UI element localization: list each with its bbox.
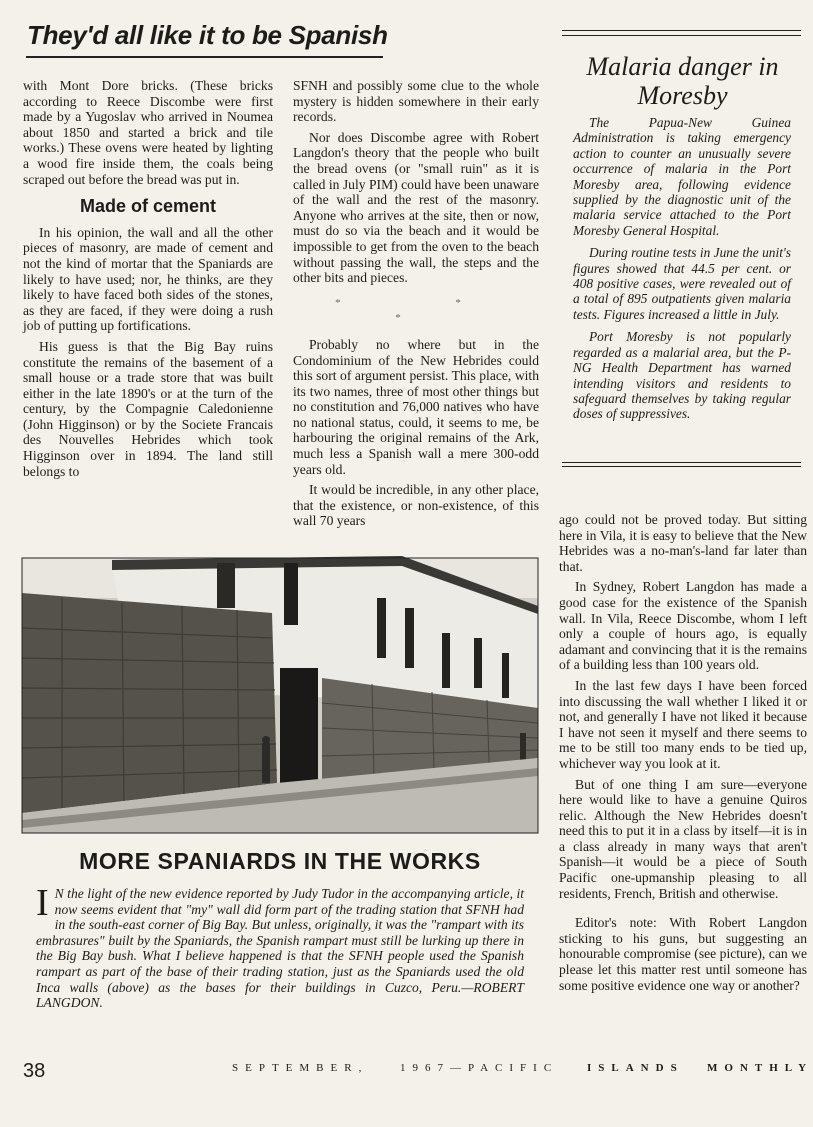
paragraph: ago could not be proved today. But sitting here in Vila, it is easy to believe that the New Hebrides was a no-man's-land far later than that. bbox=[559, 512, 807, 574]
footer-month: SEPTEMBER, bbox=[232, 1062, 369, 1074]
footer-islands: ISLANDS bbox=[587, 1062, 684, 1074]
paragraph: SFNH and possibly some clue to the whole mystery is hidden somewhere in their early records. bbox=[293, 78, 539, 125]
sidebar-body bbox=[573, 115, 791, 429]
drop-cap: I bbox=[36, 882, 49, 924]
feature-headline: MORE SPANIARDS IN THE WORKS bbox=[79, 848, 481, 874]
paragraph: Probably no where but in the Condominium of the New Hebrides could this sort of argument persist. This place, with its two names, three of most other things but no constitution and 76,000 natives who have no national status, could, it seems to me, be harbouring the original remains of the Ark, much less a Spanish wall a mere 300-odd years old. bbox=[293, 336, 539, 477]
sidebar-top-rule bbox=[562, 30, 801, 36]
sidebar-bottom-rule bbox=[562, 462, 801, 467]
article-column-2 bbox=[293, 78, 539, 534]
paragraph: His guess is that the Big Bay ruins constitute the remains of the basement of a small house or a trade store that was built either in the late 1890's or at the turn of the century, by the Compagnie Caledonienne (John Higginson) or by the Societe Francais des Nouvelles Hebrides which took Higginson over in 1894. The land still belongs to bbox=[23, 338, 273, 479]
article-title: They'd all like it to be Spanish bbox=[27, 20, 388, 50]
article-column-1 bbox=[23, 78, 273, 484]
sidebar-paragraph: The Papua-New Guinea Administration is taking emergency action to counter an unusually severe occurrence of malaria in the Port Moresby area, following evidence supplied by the diagnostic unit of the malaria service attached to the Port Moresby General Hospital. bbox=[573, 115, 791, 238]
section-subheading: Made of cement bbox=[79, 196, 217, 217]
section-break-stars: * * * bbox=[335, 296, 517, 325]
paragraph: But of one thing I am sure—everyone here would like to have a genuine Quiros relic. Although the New Hebrides doesn't need this to put it in a class by itself—it is in a class already in many ways that aren't Spanish—it would be a piece of South Pacific one-upmanship pleasing to all residents, French, British and otherwise. bbox=[559, 776, 807, 901]
article-column-3 bbox=[559, 512, 807, 998]
footer-year-publication: 1967—PACIFIC bbox=[400, 1062, 559, 1074]
feature-intro bbox=[36, 882, 524, 1011]
sidebar-paragraph: During routine tests in June the unit's figures showed that 44.5 per cent. or 408 positive cases, were revealed out of a total of 895 outpatients given malaria tests. Figures increased a little in July. bbox=[573, 245, 791, 322]
paragraph: In the last few days I have been forced into discussing the wall whether I liked it or not, and generally I have not liked it because I have not seen it myself and there seems to me to be still too many ends to be tied up, whichever way you look at it. bbox=[559, 677, 807, 771]
editors-note: Editor's note: With Robert Langdon sticking to his guns, but suggesting an honourable compromise (see picture), can we please let this matter rest until someone has some positive evidence one way or another? bbox=[559, 915, 807, 993]
sidebar-paragraph: Port Moresby is not popularly regarded as a malarial area, but the P-NG Health Department has warned intending visitors and residents to safeguard themselves by taking regular doses of suppressives. bbox=[573, 329, 791, 422]
paragraph: It would be incredible, in any other place, that the existence, or non-existence, of this wall 70 years bbox=[293, 482, 539, 529]
inca-wall-street-photo bbox=[22, 558, 538, 833]
paragraph: In his opinion, the wall and all the other pieces of masonry, are made of cement and not the kind of mortar that the Spaniards are likely to have used; nor, he thinks, are they likely to have faced both sides of the stones, as they are faced, if they were doing a rush job of putting up fortifications. bbox=[23, 224, 273, 334]
page-number: 38 bbox=[23, 1060, 46, 1082]
paragraph: In Sydney, Robert Langdon has made a good case for the existence of the Spanish wall. In Vila, Reece Discombe, whom I left only a couple of hours ago, is equally adamant and convincing that it is the remains of a building less than 100 years old. bbox=[559, 579, 807, 673]
paragraph: with Mont Dore bricks. (These bricks according to Reece Discombe were first made by a Yugoslav who arrived in Noumea about 1850 and started a brick and tile works.) These ovens were heated by lighting a wood fire inside them, the coals being scraped out before the bread was put in. bbox=[23, 78, 273, 187]
sidebar-title: Malaria danger in Moresby bbox=[586, 52, 779, 110]
intro-text: N the light of the new evidence reported by Judy Tudor in the accompanying article, it now seems evident that "my" wall did form part of the trading station that SFNH had in the south-east corner of Big Bay. But unless, originally, it was the "rampart with its embrasures" built by the Spaniards, the Spanish rampart must still be lurking up there in the Big Bay bush. What I believe happened is that the SFNH people used the Spanish rampart as part of the base of their trading station, just as the Spaniards used the old Inca walls (above) as the bases for their buildings in Cuzco, Peru.—ROBERT LANGDON. bbox=[36, 886, 524, 1011]
title-underline bbox=[26, 56, 383, 58]
paragraph: Nor does Discombe agree with Robert Langdon's theory that the people who built the bread ovens (or "small ruin" as it is called in July PIM) could have been unaware of the wall and the rest of the masonry. Anyone who arrives at the site, then or now, must do so via the beach and it would be impossible to get from the oven to the beach without passing the wall, the steps and the other bits and pieces. bbox=[293, 129, 539, 286]
footer-monthly: MONTHLY bbox=[707, 1062, 813, 1074]
